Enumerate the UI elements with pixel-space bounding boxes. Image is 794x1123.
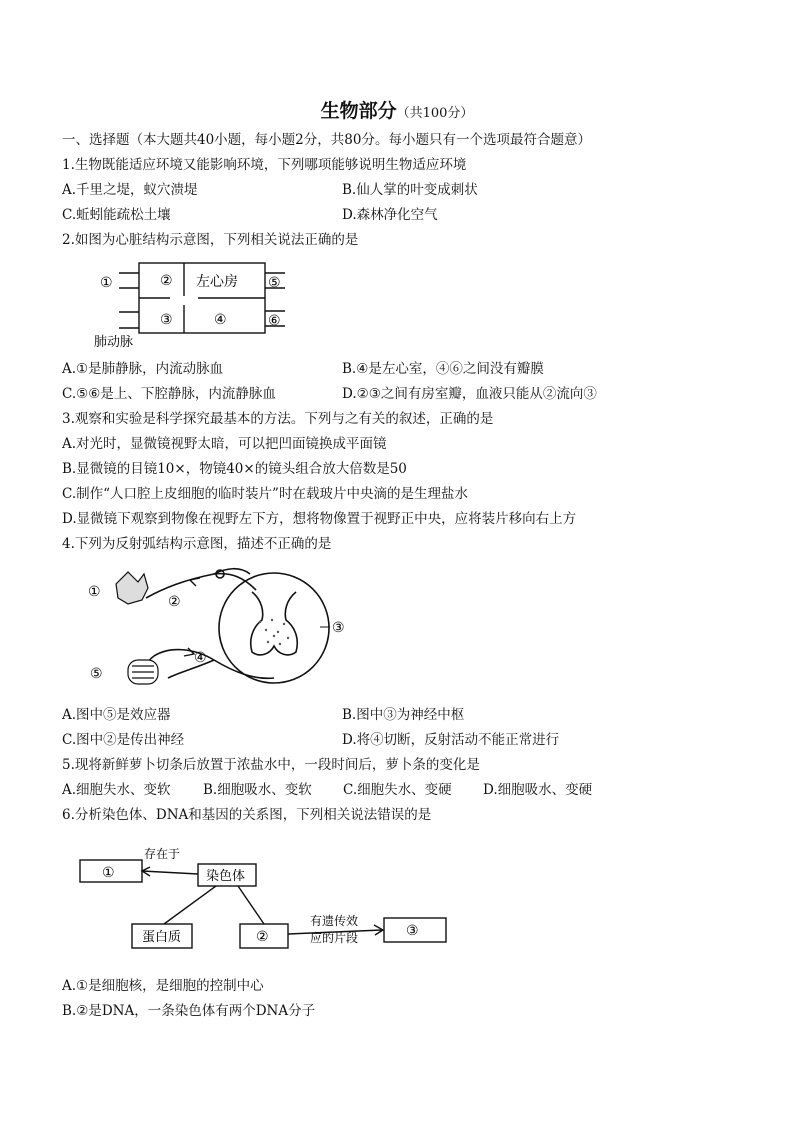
q1-option-d: D.森林净化空气 bbox=[342, 207, 438, 223]
concept-label-3: ③ bbox=[406, 923, 419, 939]
reflex-label-2: ② bbox=[168, 594, 181, 610]
q3-option-a: A.对光时，显微镜视野太暗，可以把凹面镜换成平面镜 bbox=[62, 436, 387, 452]
concept-label-exists-in: 存在于 bbox=[144, 847, 181, 861]
concept-label-chromosome: 染色体 bbox=[206, 869, 246, 884]
heart-label-left-atrium: 左心房 bbox=[196, 274, 238, 290]
q5-option-b: B.细胞吸水、变软 bbox=[203, 782, 312, 798]
heart-label-1: ① bbox=[100, 275, 113, 291]
q4-option-a: A.图中⑤是效应器 bbox=[62, 707, 171, 723]
q2-option-b: B.④是左心室，④⑥之间没有瓣膜 bbox=[342, 361, 544, 377]
concept-label-protein: 蛋白质 bbox=[142, 930, 182, 945]
q3-option-b: B.显微镜的目镜10×，物镜40×的镜头组合放大倍数是50 bbox=[62, 461, 407, 477]
reflex-label-3: ③ bbox=[332, 620, 345, 636]
section-heading: 一、选择题（本大题共40小题，每小题2分，共80分。每小题只有一个选项最符合题意） bbox=[62, 132, 591, 148]
q1-option-c: C.蚯蚓能疏松土壤 bbox=[62, 207, 171, 223]
chromosome-dna-gene-diagram bbox=[78, 838, 458, 962]
concept-label-2: ② bbox=[256, 929, 269, 945]
q3-option-c: C.制作“人口腔上皮细胞的临时装片”时在载玻片中央滴的是生理盐水 bbox=[62, 486, 468, 502]
q2-option-a: A.①是肺静脉，内流动脉血 bbox=[62, 361, 224, 377]
q4-option-d: D.将④切断，反射活动不能正常进行 bbox=[342, 732, 560, 748]
heart-label-4: ④ bbox=[214, 312, 227, 328]
q4-option-b: B.图中③为神经中枢 bbox=[342, 707, 465, 723]
concept-label-segment: 应的片段 bbox=[310, 931, 359, 945]
heart-label-5: ⑤ bbox=[268, 275, 281, 291]
q6-option-b: B.②是DNA，一条染色体有两个DNA分子 bbox=[62, 1003, 316, 1019]
reflex-arc-diagram bbox=[84, 560, 356, 696]
reflex-label-5: ⑤ bbox=[90, 666, 103, 682]
title-main: 生物部分 bbox=[320, 100, 397, 122]
q2-option-c: C.⑤⑥是上、下腔静脉，内流静脉血 bbox=[62, 386, 276, 402]
q2-stem: 2.如图为心脏结构示意图，下列相关说法正确的是 bbox=[62, 232, 359, 248]
heart-label-2: ② bbox=[160, 273, 173, 289]
concept-label-genetic-effect: 有遗传效 bbox=[310, 914, 359, 928]
page-title bbox=[0, 96, 794, 123]
q2-option-d: D.②③之间有房室瓣，血液只能从②流向③ bbox=[342, 386, 597, 402]
heart-label-6: ⑥ bbox=[268, 313, 281, 329]
q1-stem: 1.生物既能适应环境又能影响环境，下列哪项能够说明生物适应环境 bbox=[62, 157, 467, 173]
q1-option-b: B.仙人掌的叶变成刺状 bbox=[342, 182, 478, 198]
title-score: （共100分） bbox=[396, 106, 474, 121]
q1-option-a: A.千里之堤，蚁穴溃堤 bbox=[62, 182, 198, 198]
q5-option-c: C.细胞失水、变硬 bbox=[343, 782, 452, 798]
heart-structure-diagram bbox=[92, 256, 302, 350]
q3-option-d: D.显微镜下观察到物像在视野左下方，想将物像置于视野正中央，应将装片移向右上方 bbox=[62, 511, 577, 527]
heart-label-pulmonary-artery: 肺动脉 bbox=[94, 335, 134, 350]
heart-label-3: ③ bbox=[160, 312, 173, 328]
q4-option-c: C.图中②是传出神经 bbox=[62, 732, 185, 748]
q5-option-a: A.细胞失水、变软 bbox=[62, 782, 171, 798]
q6-option-a: A.①是细胞核，是细胞的控制中心 bbox=[62, 978, 264, 994]
q3-stem: 3.观察和实验是科学探究最基本的方法。下列与之有关的叙述，正确的是 bbox=[62, 411, 494, 427]
reflex-label-4: ④ bbox=[194, 650, 207, 666]
q5-stem: 5.现将新鲜萝卜切条后放置于浓盐水中，一段时间后，萝卜条的变化是 bbox=[62, 757, 480, 773]
reflex-label-1: ① bbox=[88, 584, 101, 600]
q5-option-d: D.细胞吸水、变硬 bbox=[483, 782, 593, 798]
q4-stem: 4.下列为反射弧结构示意图，描述不正确的是 bbox=[62, 536, 332, 552]
concept-label-1: ① bbox=[102, 865, 115, 881]
q6-stem: 6.分析染色体、DNA和基因的关系图，下列相关说法错误的是 bbox=[62, 807, 432, 823]
